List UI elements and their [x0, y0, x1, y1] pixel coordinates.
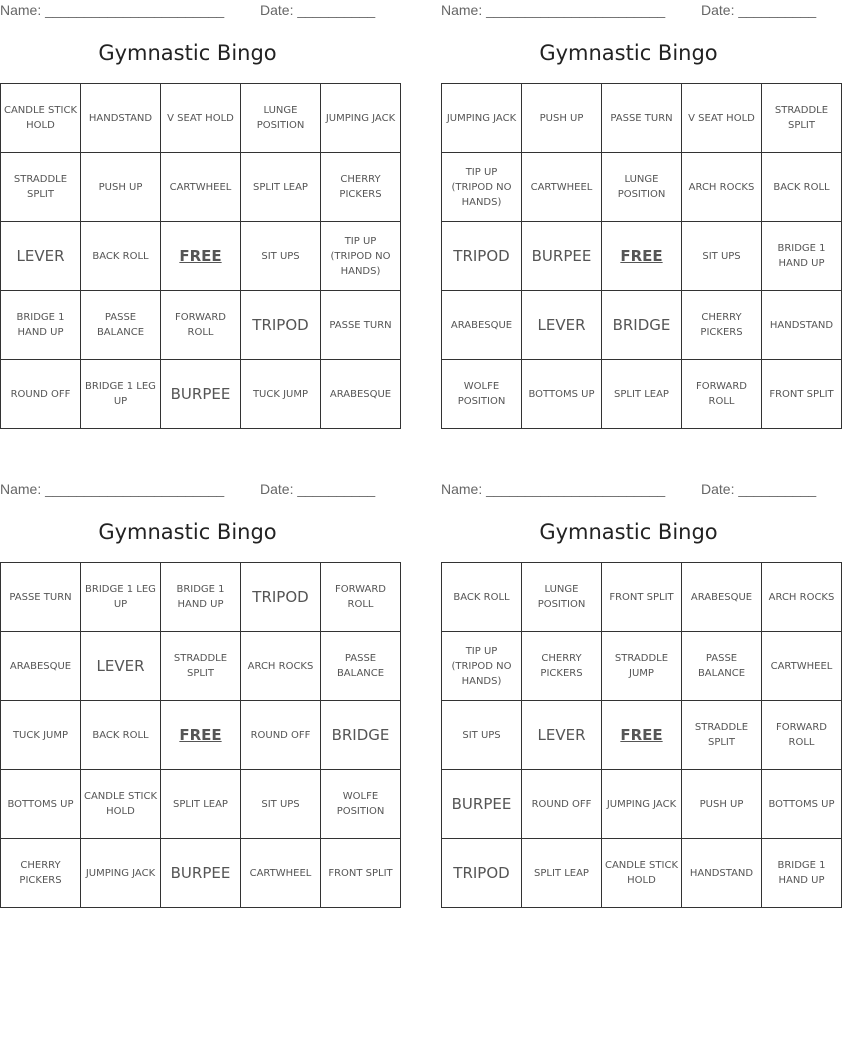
bingo-cell: BRIDGE 1 HAND UP [762, 222, 842, 291]
bingo-cell: CHERRY PICKERS [682, 291, 762, 360]
bingo-cell: SIT UPS [241, 222, 321, 291]
bingo-row [1, 701, 401, 770]
bingo-row [442, 701, 842, 770]
bingo-cell: SIT UPS [682, 222, 762, 291]
bingo-cell: BURPEE [161, 360, 241, 429]
bingo-cell: FORWARD ROLL [321, 563, 401, 632]
bingo-cell: WOLFE POSITION [321, 770, 401, 839]
bingo-card [0, 479, 393, 919]
bingo-grid [441, 83, 842, 429]
free-space: FREE [602, 222, 682, 291]
bingo-cell: PUSH UP [522, 84, 602, 153]
bingo-grid [441, 562, 842, 908]
bingo-cell: PASSE TURN [1, 563, 81, 632]
bingo-cell: SPLIT LEAP [161, 770, 241, 839]
bingo-card [441, 479, 835, 919]
bingo-cell: BOTTOMS UP [522, 360, 602, 429]
bingo-cell: BURPEE [522, 222, 602, 291]
bingo-grid [0, 83, 401, 429]
bingo-cell: CARTWHEEL [522, 153, 602, 222]
date-field: Date: __________ [701, 481, 817, 497]
bingo-cell: STRADDLE SPLIT [161, 632, 241, 701]
bingo-cell: BRIDGE 1 HAND UP [762, 839, 842, 908]
card-title: Gymnastic Bingo [98, 520, 277, 544]
bingo-cell: PASSE BALANCE [682, 632, 762, 701]
bingo-cell: CHERRY PICKERS [321, 153, 401, 222]
bingo-cell: LEVER [1, 222, 81, 291]
bingo-cell: BACK ROLL [81, 701, 161, 770]
bingo-cell: ARABESQUE [442, 291, 522, 360]
bingo-cell: FRONT SPLIT [602, 563, 682, 632]
bingo-cell: CANDLE STICK HOLD [81, 770, 161, 839]
date-field: Date: __________ [701, 2, 817, 18]
bingo-cell: SIT UPS [241, 770, 321, 839]
bingo-row [1, 839, 401, 908]
bingo-cell: TIP UP (TRIPOD NO HANDS) [442, 153, 522, 222]
bingo-cell: PASSE BALANCE [321, 632, 401, 701]
bingo-card [441, 0, 834, 440]
bingo-cell: ROUND OFF [1, 360, 81, 429]
bingo-cell: BRIDGE 1 HAND UP [161, 563, 241, 632]
bingo-grid [0, 562, 401, 908]
bingo-cell: ARCH ROCKS [241, 632, 321, 701]
bingo-cell: BRIDGE 1 LEG UP [81, 563, 161, 632]
bingo-cell: PUSH UP [81, 153, 161, 222]
bingo-row [442, 563, 842, 632]
bingo-cell: WOLFE POSITION [442, 360, 522, 429]
bingo-cell: JUMPING JACK [602, 770, 682, 839]
bingo-cell: LUNGE POSITION [522, 563, 602, 632]
card-title: Gymnastic Bingo [539, 520, 718, 544]
name-field: Name: _______________________ [0, 2, 225, 18]
free-space: FREE [161, 701, 241, 770]
bingo-row [442, 632, 842, 701]
bingo-cell: BRIDGE [321, 701, 401, 770]
card-title: Gymnastic Bingo [539, 41, 718, 65]
bingo-row [442, 770, 842, 839]
bingo-cell: FORWARD ROLL [762, 701, 842, 770]
bingo-cell: ARCH ROCKS [762, 563, 842, 632]
bingo-cell: TUCK JUMP [1, 701, 81, 770]
free-space: FREE [161, 222, 241, 291]
bingo-cell: CARTWHEEL [762, 632, 842, 701]
bingo-cell: BACK ROLL [762, 153, 842, 222]
bingo-cell: JUMPING JACK [321, 84, 401, 153]
bingo-cell: CARTWHEEL [241, 839, 321, 908]
bingo-cell: CANDLE STICK HOLD [1, 84, 81, 153]
bingo-cell: TRIPOD [241, 563, 321, 632]
bingo-cell: STRADDLE JUMP [602, 632, 682, 701]
bingo-cell: BACK ROLL [81, 222, 161, 291]
bingo-row [1, 360, 401, 429]
bingo-cell: TRIPOD [241, 291, 321, 360]
bingo-cell: PUSH UP [682, 770, 762, 839]
bingo-cell: FRONT SPLIT [762, 360, 842, 429]
bingo-cell: STRADDLE SPLIT [1, 153, 81, 222]
bingo-cell: BACK ROLL [442, 563, 522, 632]
free-space: FREE [602, 701, 682, 770]
bingo-cell: V SEAT HOLD [161, 84, 241, 153]
bingo-cell: SPLIT LEAP [522, 839, 602, 908]
bingo-cell: BRIDGE [602, 291, 682, 360]
bingo-row [442, 839, 842, 908]
date-field: Date: __________ [260, 481, 376, 497]
card-title: Gymnastic Bingo [98, 41, 277, 65]
bingo-cell: HANDSTAND [762, 291, 842, 360]
bingo-cell: ARABESQUE [682, 563, 762, 632]
bingo-cell: TIP UP (TRIPOD NO HANDS) [442, 632, 522, 701]
bingo-cell: FRONT SPLIT [321, 839, 401, 908]
bingo-cell: FORWARD ROLL [682, 360, 762, 429]
date-field: Date: __________ [260, 2, 376, 18]
bingo-cell: HANDSTAND [81, 84, 161, 153]
bingo-cell: FORWARD ROLL [161, 291, 241, 360]
bingo-cell: JUMPING JACK [442, 84, 522, 153]
bingo-cell: ARABESQUE [1, 632, 81, 701]
bingo-cell: PASSE TURN [321, 291, 401, 360]
name-field: Name: _______________________ [441, 481, 666, 497]
bingo-cell: CARTWHEEL [161, 153, 241, 222]
bingo-row [442, 153, 842, 222]
bingo-cell: LUNGE POSITION [241, 84, 321, 153]
bingo-row [1, 632, 401, 701]
bingo-cell: ARCH ROCKS [682, 153, 762, 222]
bingo-cell: CHERRY PICKERS [1, 839, 81, 908]
bingo-cell: TIP UP (TRIPOD NO HANDS) [321, 222, 401, 291]
bingo-cell: ROUND OFF [522, 770, 602, 839]
bingo-cell: STRADDLE SPLIT [762, 84, 842, 153]
bingo-cell: JUMPING JACK [81, 839, 161, 908]
bingo-row [1, 153, 401, 222]
bingo-row [1, 222, 401, 291]
bingo-cell: BURPEE [161, 839, 241, 908]
bingo-cell: HANDSTAND [682, 839, 762, 908]
bingo-cell: PASSE BALANCE [81, 291, 161, 360]
bingo-cell: BOTTOMS UP [762, 770, 842, 839]
bingo-cell: TRIPOD [442, 222, 522, 291]
bingo-cell: BRIDGE 1 LEG UP [81, 360, 161, 429]
bingo-cell: SPLIT LEAP [602, 360, 682, 429]
bingo-row [1, 563, 401, 632]
bingo-row [1, 291, 401, 360]
name-field: Name: _______________________ [0, 481, 225, 497]
bingo-cell: BURPEE [442, 770, 522, 839]
bingo-row [442, 222, 842, 291]
bingo-cell: ARABESQUE [321, 360, 401, 429]
bingo-cell: CANDLE STICK HOLD [602, 839, 682, 908]
bingo-cell: LEVER [81, 632, 161, 701]
bingo-row [1, 84, 401, 153]
name-field: Name: _______________________ [441, 2, 666, 18]
bingo-cell: CHERRY PICKERS [522, 632, 602, 701]
bingo-cell: TRIPOD [442, 839, 522, 908]
bingo-cell: LEVER [522, 701, 602, 770]
bingo-row [1, 770, 401, 839]
bingo-cell: LUNGE POSITION [602, 153, 682, 222]
bingo-cell: SPLIT LEAP [241, 153, 321, 222]
bingo-cell: TUCK JUMP [241, 360, 321, 429]
bingo-cell: PASSE TURN [602, 84, 682, 153]
bingo-cell: LEVER [522, 291, 602, 360]
bingo-cell: STRADDLE SPLIT [682, 701, 762, 770]
bingo-row [442, 360, 842, 429]
bingo-row [442, 291, 842, 360]
bingo-cell: BRIDGE 1 HAND UP [1, 291, 81, 360]
bingo-cell: ROUND OFF [241, 701, 321, 770]
bingo-row [442, 84, 842, 153]
bingo-card [0, 0, 396, 440]
bingo-cell: BOTTOMS UP [1, 770, 81, 839]
bingo-cell: SIT UPS [442, 701, 522, 770]
bingo-cell: V SEAT HOLD [682, 84, 762, 153]
